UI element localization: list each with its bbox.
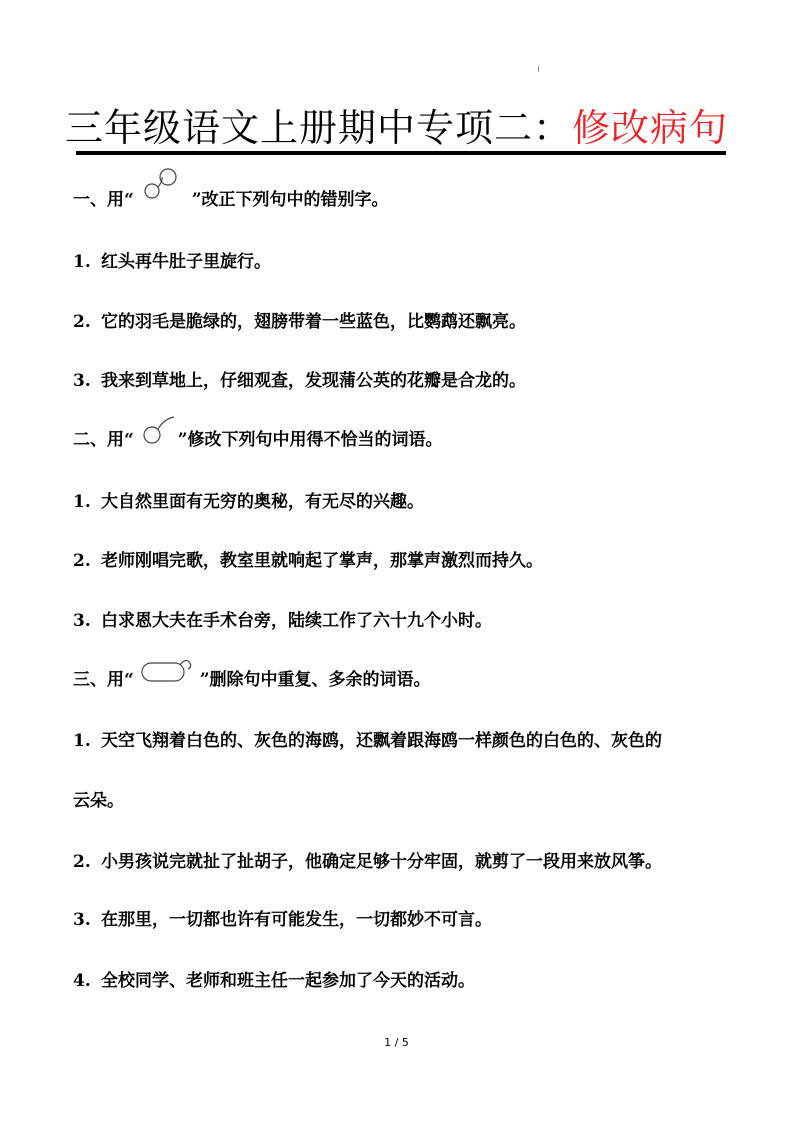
item-number: 1. <box>73 252 91 272</box>
section-heading-1 <box>73 188 389 213</box>
list-item <box>73 250 271 274</box>
item-text: 全校同学、老师和班主任一起参加了今天的活动。 <box>101 971 475 991</box>
list-item <box>73 490 424 514</box>
deletion-mark-icon <box>134 669 200 693</box>
section-3-heading-prefix: 三、用“ <box>73 670 134 690</box>
item-text: 天空飞翔着白色的、灰色的海鸥，还飘着跟海鸥一样颜色的白色的、灰色的 <box>101 731 662 751</box>
section-3-heading-suffix: ”删除句中重复、多余的词语。 <box>199 670 431 690</box>
item-number: 3. <box>73 371 91 391</box>
title-underline <box>76 151 726 155</box>
list-item <box>73 369 526 393</box>
list-item-continuation <box>73 789 124 813</box>
item-text: 老师刚唱完歌，教室里就响起了掌声，那掌声激烈而持久。 <box>101 551 543 571</box>
item-number: 1. <box>73 492 91 512</box>
item-number: 3. <box>73 910 91 930</box>
decorative-tick <box>538 66 539 72</box>
list-item <box>73 549 543 573</box>
item-number: 3. <box>73 611 91 631</box>
section-heading-2 <box>73 428 443 453</box>
item-text: 它的羽毛是脆绿的，翅膀带着一些蓝色，比鹦鹉还飘亮。 <box>101 312 526 332</box>
item-number: 4. <box>73 971 91 991</box>
list-item <box>73 850 662 874</box>
page-number: 1 / 5 <box>384 1036 409 1049</box>
page-title-highlight: 修改病句 <box>572 106 729 150</box>
list-item <box>73 609 492 633</box>
item-text: 我来到草地上，仔细观查，发现蒲公英的花瓣是合龙的。 <box>101 371 526 391</box>
page-title-main: 三年级语文上册期中专项二： <box>64 106 572 150</box>
replacement-mark-icon <box>134 429 178 453</box>
substitution-mark-icon <box>134 189 192 213</box>
section-1-heading-suffix: ”改正下列句中的错别字。 <box>191 190 389 210</box>
list-item <box>73 310 526 334</box>
item-number: 2. <box>73 551 91 571</box>
list-item <box>73 908 492 932</box>
item-text-continuation: 云朵。 <box>73 791 124 811</box>
section-2-heading-prefix: 二、用“ <box>73 430 134 450</box>
item-text: 小男孩说完就扯了扯胡子，他确定足够十分牢固，就剪了一段用来放风筝。 <box>101 852 662 872</box>
section-1-heading-prefix: 一、用“ <box>73 190 134 210</box>
section-2-heading-suffix: ”修改下列句中用得不恰当的词语。 <box>177 430 443 450</box>
item-number: 2. <box>73 852 91 872</box>
section-heading-3 <box>73 668 431 693</box>
item-number: 2. <box>73 312 91 332</box>
list-item <box>73 969 475 993</box>
item-text: 在那里，一切都也许有可能发生，一切都妙不可言。 <box>101 910 492 930</box>
list-item <box>73 729 662 753</box>
item-text: 白求恩大夫在手术台旁，陆续工作了六十九个小时。 <box>101 611 492 631</box>
page-title <box>0 104 793 152</box>
item-text: 大自然里面有无穷的奥秘，有无尽的兴趣。 <box>101 492 424 512</box>
item-number: 1. <box>73 731 91 751</box>
item-text: 红头再牛肚子里旋行。 <box>101 252 271 272</box>
